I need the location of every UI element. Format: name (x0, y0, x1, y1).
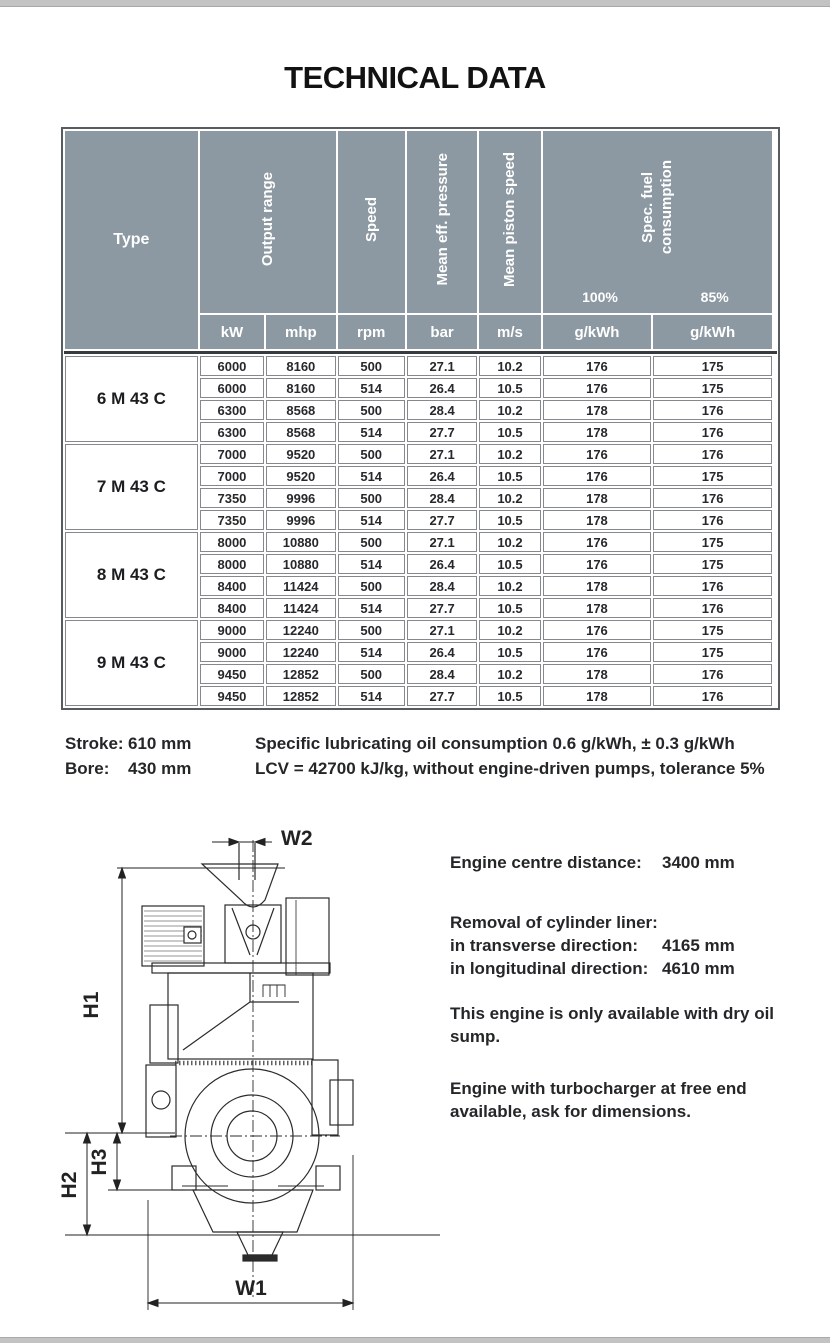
value-cell: 9520 (266, 466, 335, 486)
header-mean-eff-pressure-label: Mean eff. pressure (433, 153, 451, 286)
value-cell: 6300 (200, 422, 264, 442)
dim-label-w2: W2 (281, 827, 313, 850)
value-cell: 176 (543, 378, 652, 398)
value-cell: 28.4 (407, 400, 477, 420)
engine-type-label: 6 M 43 C (65, 356, 198, 442)
value-cell: 8160 (266, 378, 335, 398)
table-data (63, 354, 774, 708)
bore-value: 430 mm (128, 759, 192, 778)
value-cell: 28.4 (407, 576, 477, 596)
stroke-label: Stroke: (65, 734, 124, 753)
value-cell: 28.4 (407, 488, 477, 508)
header-mean-piston-speed (479, 131, 540, 313)
unit-gkwh-85: g/kWh (653, 315, 772, 349)
value-cell: 500 (338, 444, 405, 464)
value-cell: 6000 (200, 356, 264, 376)
page-title: TECHNICAL DATA (284, 60, 546, 95)
engine-type-label: 9 M 43 C (65, 620, 198, 706)
value-cell: 176 (653, 664, 772, 684)
unit-bar: bar (407, 315, 477, 349)
value-cell: 176 (653, 488, 772, 508)
value-cell: 500 (338, 664, 405, 684)
value-cell: 9000 (200, 642, 264, 662)
value-cell: 6000 (200, 378, 264, 398)
notes-column (450, 851, 782, 1123)
value-cell: 8000 (200, 532, 264, 552)
value-cell: 178 (543, 422, 652, 442)
value-cell: 9000 (200, 620, 264, 640)
value-cell: 9996 (266, 488, 335, 508)
value-cell: 10.5 (479, 466, 540, 486)
stroke-line (65, 731, 191, 756)
value-cell: 10.2 (479, 444, 540, 464)
value-cell: 178 (543, 400, 652, 420)
value-cell: 514 (338, 466, 405, 486)
centre-distance-label: Engine centre distance: (450, 853, 642, 872)
unit-gkwh-100: g/kWh (543, 315, 652, 349)
value-cell: 178 (543, 686, 652, 706)
value-cell: 9450 (200, 686, 264, 706)
technical-data-table (61, 127, 780, 710)
value-cell: 176 (543, 444, 652, 464)
value-cell: 514 (338, 422, 405, 442)
value-cell: 7000 (200, 466, 264, 486)
value-cell: 27.1 (407, 532, 477, 552)
value-cell: 176 (543, 642, 652, 662)
value-cell: 10.2 (479, 356, 540, 376)
lube-consumption-line: Specific lubricating oil consumption 0.6 g/kWh, ± 0.3 g/kWh (255, 734, 735, 753)
value-cell: 514 (338, 598, 405, 618)
value-cell: 9996 (266, 510, 335, 530)
value-cell: 12240 (266, 620, 335, 640)
header-speed (338, 131, 405, 313)
value-cell: 176 (543, 356, 652, 376)
liner-title: Removal of cylinder liner: (450, 913, 658, 932)
liner-longitudinal-line (450, 957, 782, 980)
stroke-value: 610 mm (128, 734, 192, 753)
spec-fuel-line1: Spec. fuel (639, 171, 657, 243)
load-labels (543, 289, 772, 305)
dim-label-w1: W1 (235, 1277, 267, 1300)
value-cell: 10.2 (479, 576, 540, 596)
header-speed-label: Speed (362, 196, 380, 242)
value-cell: 178 (543, 510, 652, 530)
value-cell: 500 (338, 488, 405, 508)
value-cell: 10.5 (479, 598, 540, 618)
value-cell: 500 (338, 356, 405, 376)
value-cell: 26.4 (407, 554, 477, 574)
value-cell: 175 (653, 620, 772, 640)
value-cell: 500 (338, 620, 405, 640)
spec-fuel-line2: consumption (658, 159, 676, 255)
value-cell: 8000 (200, 554, 264, 574)
value-cell: 10.2 (479, 620, 540, 640)
value-cell: 176 (653, 510, 772, 530)
value-cell: 27.7 (407, 686, 477, 706)
value-cell: 26.4 (407, 642, 477, 662)
value-cell: 10.5 (479, 378, 540, 398)
value-cell: 176 (653, 400, 772, 420)
unit-mhp: mhp (266, 315, 335, 349)
value-cell: 176 (653, 422, 772, 442)
value-cell: 7000 (200, 444, 264, 464)
value-cell: 10.2 (479, 400, 540, 420)
table-row (65, 444, 772, 464)
liner-transverse-value: 4165 mm (662, 936, 735, 955)
value-cell: 9520 (266, 444, 335, 464)
value-cell: 176 (653, 576, 772, 596)
dim-label-h3: H3 (88, 1148, 111, 1176)
table-header (63, 129, 774, 351)
centre-distance-value: 3400 mm (662, 853, 735, 872)
value-cell: 7350 (200, 510, 264, 530)
value-cell: 175 (653, 466, 772, 486)
value-cell: 175 (653, 642, 772, 662)
value-cell: 514 (338, 686, 405, 706)
value-cell: 10.5 (479, 422, 540, 442)
dry-sump-note: This engine is only available with dry oil sump. (450, 1004, 775, 1046)
bore-label: Bore: (65, 759, 110, 778)
value-cell: 6300 (200, 400, 264, 420)
bore-line (65, 756, 191, 781)
value-cell: 500 (338, 532, 405, 552)
value-cell: 27.7 (407, 598, 477, 618)
value-cell: 10.2 (479, 532, 540, 552)
value-cell: 27.7 (407, 422, 477, 442)
value-cell: 175 (653, 532, 772, 552)
engine-type-label: 7 M 43 C (65, 444, 198, 530)
value-cell: 175 (653, 554, 772, 574)
unit-rpm: rpm (338, 315, 405, 349)
header-spec-fuel-consumption (543, 131, 772, 313)
liner-longitudinal-value: 4610 mm (662, 959, 735, 978)
value-cell: 175 (653, 356, 772, 376)
liner-transverse-line (450, 934, 782, 957)
turbo-note: Engine with turbocharger at free end available, ask for dimensions. (450, 1079, 747, 1121)
table-row (65, 620, 772, 640)
engine-front-view-drawing (55, 805, 485, 1320)
value-cell: 178 (543, 488, 652, 508)
value-cell: 10.5 (479, 510, 540, 530)
load-85-label: 85% (700, 289, 729, 305)
value-cell: 10.2 (479, 488, 540, 508)
value-cell: 176 (543, 466, 652, 486)
dim-label-h2: H2 (58, 1171, 81, 1199)
load-100-label: 100% (582, 289, 618, 305)
value-cell: 514 (338, 554, 405, 574)
value-cell: 178 (543, 576, 652, 596)
engine-type-label: 8 M 43 C (65, 532, 198, 618)
value-cell: 26.4 (407, 378, 477, 398)
value-cell: 10.5 (479, 642, 540, 662)
value-cell: 500 (338, 576, 405, 596)
value-cell: 12852 (266, 664, 335, 684)
value-cell: 514 (338, 642, 405, 662)
value-cell: 175 (653, 378, 772, 398)
value-cell: 7350 (200, 488, 264, 508)
value-cell: 9450 (200, 664, 264, 684)
value-cell: 8568 (266, 400, 335, 420)
value-cell: 28.4 (407, 664, 477, 684)
value-cell: 514 (338, 378, 405, 398)
header-output-range (200, 131, 336, 313)
value-cell: 176 (543, 620, 652, 640)
value-cell: 26.4 (407, 466, 477, 486)
dim-label-h1: H1 (80, 991, 103, 1019)
value-cell: 27.1 (407, 356, 477, 376)
value-cell: 500 (338, 400, 405, 420)
page-top-edge (0, 0, 830, 7)
value-cell: 27.1 (407, 444, 477, 464)
header-type: Type (65, 131, 198, 349)
liner-longitudinal-label: in longitudinal direction: (450, 959, 649, 978)
value-cell: 514 (338, 510, 405, 530)
unit-ms: m/s (479, 315, 540, 349)
table-row (65, 356, 772, 376)
table-row (65, 532, 772, 552)
value-cell: 176 (653, 686, 772, 706)
value-cell: 27.7 (407, 510, 477, 530)
liner-transverse-label: in transverse direction: (450, 936, 639, 955)
value-cell: 27.1 (407, 620, 477, 640)
value-cell: 10.5 (479, 554, 540, 574)
stroke-bore-block (65, 731, 191, 781)
value-cell: 176 (543, 532, 652, 552)
value-cell: 10880 (266, 532, 335, 552)
value-cell: 8400 (200, 598, 264, 618)
value-cell: 10880 (266, 554, 335, 574)
page-bottom-edge (0, 1337, 830, 1343)
value-cell: 8400 (200, 576, 264, 596)
value-cell: 176 (653, 598, 772, 618)
value-cell: 176 (543, 554, 652, 574)
value-cell: 10.2 (479, 664, 540, 684)
value-cell: 178 (543, 598, 652, 618)
header-output-range-label: Output range (259, 172, 277, 267)
value-cell: 11424 (266, 598, 335, 618)
value-cell: 12240 (266, 642, 335, 662)
centre-distance-line (450, 851, 782, 874)
lubrication-block (255, 731, 765, 781)
value-cell: 176 (653, 444, 772, 464)
value-cell: 8568 (266, 422, 335, 442)
value-cell: 8160 (266, 356, 335, 376)
value-cell: 178 (543, 664, 652, 684)
header-mean-eff-pressure (407, 131, 477, 313)
header-spec-fuel-rotated (543, 131, 772, 313)
unit-kw: kW (200, 315, 264, 349)
value-cell: 10.5 (479, 686, 540, 706)
value-cell: 11424 (266, 576, 335, 596)
lcv-line: LCV = 42700 kJ/kg, without engine-driven pumps, tolerance 5% (255, 759, 765, 778)
header-mean-piston-speed-label: Mean piston speed (501, 151, 519, 288)
value-cell: 12852 (266, 686, 335, 706)
